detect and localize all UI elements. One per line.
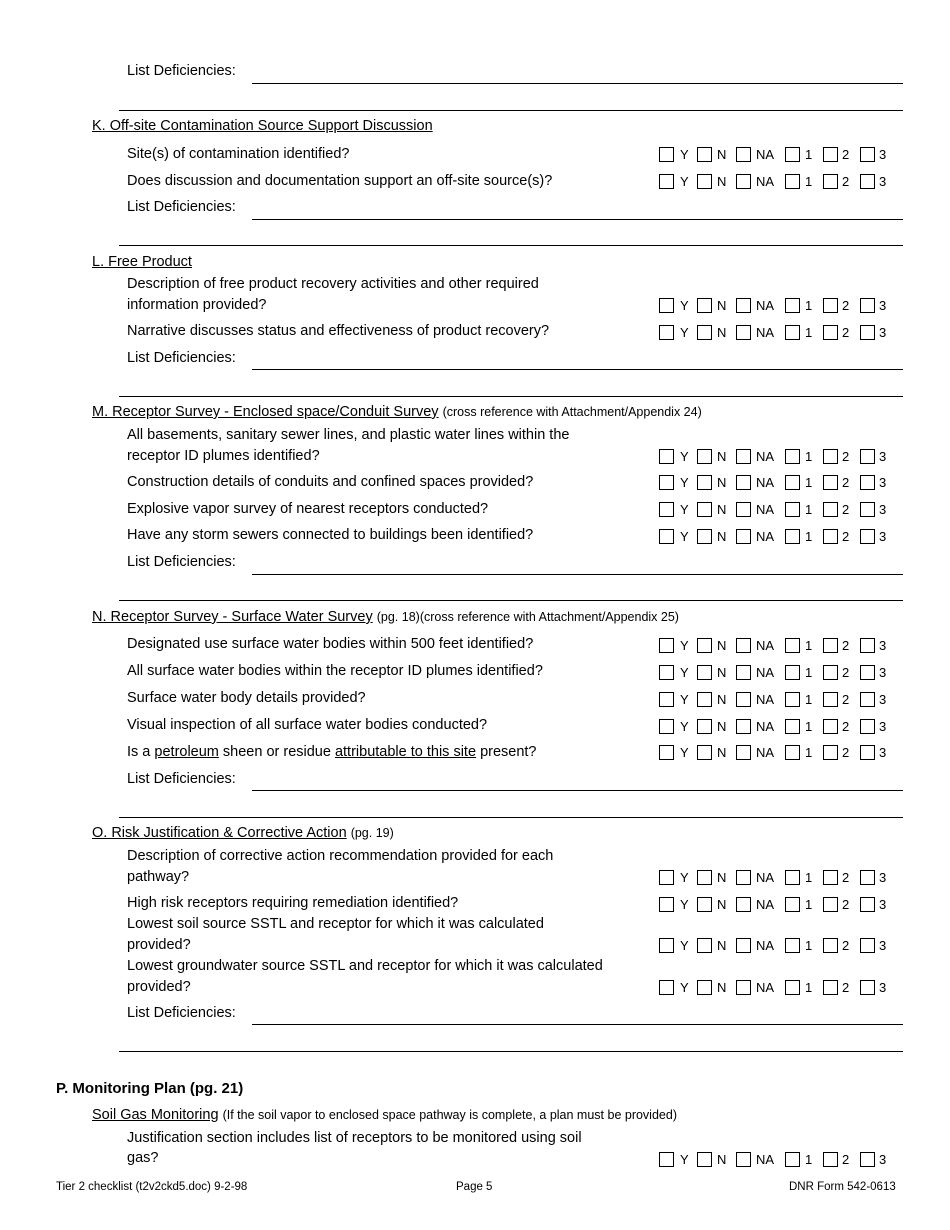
option-label-two: 2 xyxy=(842,938,850,953)
deficiencies-label: List Deficiencies: xyxy=(127,199,236,215)
answer-options-m3 xyxy=(659,502,904,520)
question-o4-line1: Lowest groundwater source SSTL and receptor for which it was calculated xyxy=(127,958,603,974)
checkbox-n[interactable] xyxy=(697,980,712,995)
option-label-one: 1 xyxy=(805,938,813,953)
checkbox-n[interactable] xyxy=(697,529,712,544)
option-label-three: 3 xyxy=(879,980,887,995)
section-divider xyxy=(119,1051,903,1052)
section-divider xyxy=(119,245,903,246)
checkbox-na[interactable] xyxy=(736,938,751,953)
option-label-three: 3 xyxy=(879,449,887,464)
question-l1-line1: Description of free product recovery activities and other required xyxy=(127,276,539,292)
option-label-na: NA xyxy=(756,147,775,162)
checkbox-y[interactable] xyxy=(659,980,674,995)
deficiencies-line[interactable] xyxy=(252,219,903,220)
checkbox-na[interactable] xyxy=(736,529,751,544)
checkbox-three[interactable] xyxy=(860,692,875,707)
checkbox-three[interactable] xyxy=(860,298,875,313)
option-label-one: 1 xyxy=(805,502,813,517)
checkbox-y[interactable] xyxy=(659,638,674,653)
checkbox-two[interactable] xyxy=(823,449,838,464)
answer-options-n2 xyxy=(659,665,904,683)
option-label-y: Y xyxy=(680,325,689,340)
checkbox-three[interactable] xyxy=(860,529,875,544)
question-n4: Visual inspection of all surface water bodies conducted? xyxy=(127,717,488,733)
checkbox-y[interactable] xyxy=(659,529,674,544)
checkbox-n[interactable] xyxy=(697,938,712,953)
checkbox-na[interactable] xyxy=(736,638,751,653)
checkbox-two[interactable] xyxy=(823,665,838,680)
checkbox-one[interactable] xyxy=(785,638,800,653)
option-label-three: 3 xyxy=(879,745,887,760)
section-divider xyxy=(119,110,903,111)
option-label-n: N xyxy=(717,502,727,517)
option-label-n: N xyxy=(717,475,727,490)
checkbox-one[interactable] xyxy=(785,692,800,707)
checkbox-y[interactable] xyxy=(659,719,674,734)
checkbox-two[interactable] xyxy=(823,174,838,189)
question-m3: Explosive vapor survey of nearest receptors conducted? xyxy=(127,501,489,517)
option-label-n: N xyxy=(717,745,727,760)
checkbox-one[interactable] xyxy=(785,502,800,517)
checkbox-y[interactable] xyxy=(659,1152,674,1167)
option-label-na: NA xyxy=(756,502,775,517)
checkbox-two[interactable] xyxy=(823,475,838,490)
checkbox-y[interactable] xyxy=(659,325,674,340)
option-label-na: NA xyxy=(756,692,775,707)
checkbox-three[interactable] xyxy=(860,325,875,340)
checkbox-na[interactable] xyxy=(736,897,751,912)
option-label-one: 1 xyxy=(805,147,813,162)
option-label-na: NA xyxy=(756,475,775,490)
checkbox-y[interactable] xyxy=(659,449,674,464)
checkbox-n[interactable] xyxy=(697,665,712,680)
checkbox-two[interactable] xyxy=(823,938,838,953)
option-label-y: Y xyxy=(680,1152,689,1167)
checkbox-n[interactable] xyxy=(697,719,712,734)
checkbox-three[interactable] xyxy=(860,1152,875,1167)
deficiencies-line[interactable] xyxy=(252,574,903,575)
checkbox-y[interactable] xyxy=(659,174,674,189)
checkbox-one[interactable] xyxy=(785,665,800,680)
option-label-y: Y xyxy=(680,449,689,464)
option-label-one: 1 xyxy=(805,638,813,653)
checkbox-two[interactable] xyxy=(823,502,838,517)
checkbox-na[interactable] xyxy=(736,502,751,517)
option-label-y: Y xyxy=(680,665,689,680)
option-label-three: 3 xyxy=(879,529,887,544)
option-label-na: NA xyxy=(756,1152,775,1167)
section-m-title: M. Receptor Survey - Enclosed space/Conduit Survey (cross reference with Attachment/Appendix 24) xyxy=(92,404,702,420)
option-label-two: 2 xyxy=(842,897,850,912)
option-label-y: Y xyxy=(680,719,689,734)
question-k1: Site(s) of contamination identified? xyxy=(127,146,350,162)
checkbox-two[interactable] xyxy=(823,719,838,734)
option-label-three: 3 xyxy=(879,692,887,707)
checkbox-n[interactable] xyxy=(697,449,712,464)
option-label-three: 3 xyxy=(879,938,887,953)
checkbox-na[interactable] xyxy=(736,475,751,490)
checkbox-three[interactable] xyxy=(860,980,875,995)
checkbox-na[interactable] xyxy=(736,174,751,189)
checkbox-na[interactable] xyxy=(736,325,751,340)
answer-options-k1 xyxy=(659,147,904,165)
option-label-y: Y xyxy=(680,938,689,953)
option-label-two: 2 xyxy=(842,529,850,544)
option-label-three: 3 xyxy=(879,1152,887,1167)
option-label-three: 3 xyxy=(879,638,887,653)
checkbox-three[interactable] xyxy=(860,449,875,464)
option-label-n: N xyxy=(717,897,727,912)
question-p1-line2: gas? xyxy=(127,1150,159,1166)
answer-options-m2 xyxy=(659,475,904,493)
option-label-one: 1 xyxy=(805,325,813,340)
deficiencies-label: List Deficiencies: xyxy=(127,63,236,79)
checkbox-one[interactable] xyxy=(785,298,800,313)
checkbox-two[interactable] xyxy=(823,692,838,707)
question-n2: All surface water bodies within the receptor ID plumes identified? xyxy=(127,663,543,679)
option-label-y: Y xyxy=(680,870,689,885)
answer-options-o4 xyxy=(659,980,904,998)
option-label-one: 1 xyxy=(805,897,813,912)
question-n5: Is a petroleum sheen or residue attributable to this site present? xyxy=(127,744,537,760)
checkbox-na[interactable] xyxy=(736,870,751,885)
question-n3: Surface water body details provided? xyxy=(127,690,366,706)
checkbox-y[interactable] xyxy=(659,298,674,313)
option-label-na: NA xyxy=(756,529,775,544)
question-p1-line1: Justification section includes list of receptors to be monitored using soil xyxy=(127,1130,582,1146)
checkbox-n[interactable] xyxy=(697,502,712,517)
checkbox-two[interactable] xyxy=(823,325,838,340)
checkbox-n[interactable] xyxy=(697,325,712,340)
option-label-na: NA xyxy=(756,638,775,653)
option-label-y: Y xyxy=(680,147,689,162)
checkbox-three[interactable] xyxy=(860,745,875,760)
deficiencies-line[interactable] xyxy=(252,369,903,370)
option-label-two: 2 xyxy=(842,1152,850,1167)
checkbox-na[interactable] xyxy=(736,665,751,680)
question-n1: Designated use surface water bodies within 500 feet identified? xyxy=(127,636,534,652)
option-label-n: N xyxy=(717,1152,727,1167)
section-o-note: (pg. 19) xyxy=(350,826,394,840)
checkbox-na[interactable] xyxy=(736,719,751,734)
checkbox-y[interactable] xyxy=(659,665,674,680)
option-label-one: 1 xyxy=(805,692,813,707)
checkbox-na[interactable] xyxy=(736,449,751,464)
question-o1-line2: pathway? xyxy=(127,869,190,885)
checkbox-y[interactable] xyxy=(659,502,674,517)
checkbox-three[interactable] xyxy=(860,938,875,953)
option-label-na: NA xyxy=(756,870,775,885)
option-label-three: 3 xyxy=(879,147,887,162)
checkbox-one[interactable] xyxy=(785,147,800,162)
option-label-n: N xyxy=(717,529,727,544)
option-label-y: Y xyxy=(680,502,689,517)
checkbox-three[interactable] xyxy=(860,174,875,189)
checkbox-one[interactable] xyxy=(785,475,800,490)
footer-form-number: DNR Form 542-0613 xyxy=(789,1181,896,1193)
option-label-one: 1 xyxy=(805,529,813,544)
checkbox-one[interactable] xyxy=(785,897,800,912)
question-m4: Have any storm sewers connected to buildings been identified? xyxy=(127,527,534,543)
checkbox-one[interactable] xyxy=(785,938,800,953)
checkbox-one[interactable] xyxy=(785,980,800,995)
answer-options-o2 xyxy=(659,897,904,915)
section-p-note: (If the soil vapor to enclosed space pathway is complete, a plan must be provided) xyxy=(222,1108,677,1122)
section-divider xyxy=(119,817,903,818)
answer-options-o1 xyxy=(659,870,904,888)
checkbox-y[interactable] xyxy=(659,692,674,707)
answer-options-m4 xyxy=(659,529,904,547)
option-label-two: 2 xyxy=(842,692,850,707)
answer-options-n5 xyxy=(659,745,904,763)
checkbox-one[interactable] xyxy=(785,1152,800,1167)
option-label-y: Y xyxy=(680,298,689,313)
option-label-y: Y xyxy=(680,897,689,912)
question-o3-line1: Lowest soil source SSTL and receptor for which it was calculated xyxy=(127,916,544,932)
option-label-one: 1 xyxy=(805,665,813,680)
section-p-subtitle: Soil Gas Monitoring (If the soil vapor to enclosed space pathway is complete, a plan must be provided) xyxy=(92,1107,677,1123)
option-label-three: 3 xyxy=(879,298,887,313)
section-n-note: (pg. 18)(cross reference with Attachment/Appendix 25) xyxy=(376,610,679,624)
checkbox-three[interactable] xyxy=(860,147,875,162)
checkbox-two[interactable] xyxy=(823,638,838,653)
checkbox-one[interactable] xyxy=(785,529,800,544)
checkbox-na[interactable] xyxy=(736,980,751,995)
checkbox-one[interactable] xyxy=(785,325,800,340)
option-label-two: 2 xyxy=(842,298,850,313)
option-label-n: N xyxy=(717,719,727,734)
checkbox-three[interactable] xyxy=(860,475,875,490)
option-label-three: 3 xyxy=(879,174,887,189)
checkbox-n[interactable] xyxy=(697,174,712,189)
option-label-two: 2 xyxy=(842,638,850,653)
deficiencies-label: List Deficiencies: xyxy=(127,350,236,366)
option-label-na: NA xyxy=(756,449,775,464)
checkbox-y[interactable] xyxy=(659,897,674,912)
deficiencies-label: List Deficiencies: xyxy=(127,771,236,787)
checkbox-y[interactable] xyxy=(659,938,674,953)
checkbox-two[interactable] xyxy=(823,980,838,995)
deficiencies-label: List Deficiencies: xyxy=(127,1005,236,1021)
option-label-na: NA xyxy=(756,325,775,340)
option-label-two: 2 xyxy=(842,665,850,680)
deficiencies-line[interactable] xyxy=(252,790,903,791)
option-label-three: 3 xyxy=(879,719,887,734)
section-p-title: P. Monitoring Plan (pg. 21) xyxy=(56,1080,244,1097)
checkbox-one[interactable] xyxy=(785,449,800,464)
option-label-na: NA xyxy=(756,980,775,995)
option-label-n: N xyxy=(717,325,727,340)
option-label-two: 2 xyxy=(842,475,850,490)
option-label-na: NA xyxy=(756,174,775,189)
option-label-one: 1 xyxy=(805,719,813,734)
option-label-na: NA xyxy=(756,938,775,953)
question-o2: High risk receptors requiring remediation identified? xyxy=(127,895,459,911)
answer-options-p1 xyxy=(659,1152,904,1170)
option-label-one: 1 xyxy=(805,870,813,885)
option-label-two: 2 xyxy=(842,745,850,760)
checkbox-na[interactable] xyxy=(736,147,751,162)
option-label-y: Y xyxy=(680,529,689,544)
checkbox-two[interactable] xyxy=(823,870,838,885)
checkbox-three[interactable] xyxy=(860,665,875,680)
option-label-n: N xyxy=(717,147,727,162)
answer-options-n1 xyxy=(659,638,904,656)
checkbox-one[interactable] xyxy=(785,719,800,734)
answer-options-l2 xyxy=(659,325,904,343)
option-label-three: 3 xyxy=(879,502,887,517)
checkbox-three[interactable] xyxy=(860,870,875,885)
checkbox-n[interactable] xyxy=(697,692,712,707)
option-label-three: 3 xyxy=(879,475,887,490)
question-l2: Narrative discusses status and effectiveness of product recovery? xyxy=(127,323,550,339)
answer-options-o3 xyxy=(659,938,904,956)
checkbox-n[interactable] xyxy=(697,897,712,912)
question-k2: Does discussion and documentation support an off-site source(s)? xyxy=(127,173,553,189)
checkbox-y[interactable] xyxy=(659,475,674,490)
option-label-n: N xyxy=(717,870,727,885)
section-o-title: O. Risk Justification & Corrective Action (pg. 19) xyxy=(92,825,394,841)
section-divider xyxy=(119,396,903,397)
question-o1-line1: Description of corrective action recommendation provided for each xyxy=(127,848,554,864)
option-label-one: 1 xyxy=(805,1152,813,1167)
section-n-title: N. Receptor Survey - Surface Water Survey (pg. 18)(cross reference with Attachment/Appendix 25) xyxy=(92,609,679,625)
answer-options-k2 xyxy=(659,174,904,192)
section-m-note: (cross reference with Attachment/Appendix 24) xyxy=(442,405,702,419)
option-label-three: 3 xyxy=(879,897,887,912)
section-k-title: K. Off-site Contamination Source Support Discussion xyxy=(92,118,433,134)
checkbox-n[interactable] xyxy=(697,1152,712,1167)
checkbox-one[interactable] xyxy=(785,870,800,885)
option-label-n: N xyxy=(717,980,727,995)
deficiencies-line[interactable] xyxy=(252,83,903,84)
checkbox-n[interactable] xyxy=(697,475,712,490)
checkbox-two[interactable] xyxy=(823,1152,838,1167)
section-divider xyxy=(119,600,903,601)
answer-options-l1 xyxy=(659,298,904,316)
section-l-title: L. Free Product xyxy=(92,254,192,270)
option-label-n: N xyxy=(717,665,727,680)
option-label-two: 2 xyxy=(842,147,850,162)
checkbox-na[interactable] xyxy=(736,745,751,760)
checkbox-n[interactable] xyxy=(697,638,712,653)
option-label-n: N xyxy=(717,449,727,464)
checkbox-three[interactable] xyxy=(860,719,875,734)
option-label-na: NA xyxy=(756,665,775,680)
answer-options-m1 xyxy=(659,449,904,467)
checkbox-two[interactable] xyxy=(823,298,838,313)
question-o4-line2: provided? xyxy=(127,979,191,995)
option-label-y: Y xyxy=(680,980,689,995)
option-label-one: 1 xyxy=(805,475,813,490)
option-label-two: 2 xyxy=(842,502,850,517)
checkbox-n[interactable] xyxy=(697,147,712,162)
checkbox-na[interactable] xyxy=(736,298,751,313)
option-label-two: 2 xyxy=(842,870,850,885)
option-label-y: Y xyxy=(680,638,689,653)
option-label-na: NA xyxy=(756,897,775,912)
option-label-na: NA xyxy=(756,745,775,760)
checkbox-three[interactable] xyxy=(860,638,875,653)
option-label-one: 1 xyxy=(805,449,813,464)
deficiencies-label: List Deficiencies: xyxy=(127,554,236,570)
question-m1-line2: receptor ID plumes identified? xyxy=(127,448,320,464)
checkbox-na[interactable] xyxy=(736,692,751,707)
option-label-three: 3 xyxy=(879,665,887,680)
option-label-n: N xyxy=(717,638,727,653)
option-label-three: 3 xyxy=(879,325,887,340)
checkbox-y[interactable] xyxy=(659,870,674,885)
option-label-two: 2 xyxy=(842,325,850,340)
option-label-y: Y xyxy=(680,745,689,760)
option-label-na: NA xyxy=(756,298,775,313)
option-label-y: Y xyxy=(680,475,689,490)
checkbox-n[interactable] xyxy=(697,745,712,760)
answer-options-n4 xyxy=(659,719,904,737)
question-o3-line2: provided? xyxy=(127,937,191,953)
checkbox-n[interactable] xyxy=(697,870,712,885)
option-label-na: NA xyxy=(756,719,775,734)
checkbox-two[interactable] xyxy=(823,147,838,162)
question-l1-line2: information provided? xyxy=(127,297,267,313)
question-m1-line1: All basements, sanitary sewer lines, and plastic water lines within the xyxy=(127,427,570,443)
answer-options-n3 xyxy=(659,692,904,710)
checkbox-one[interactable] xyxy=(785,745,800,760)
checkbox-two[interactable] xyxy=(823,745,838,760)
footer-document-id: Tier 2 checklist (t2v2ckd5.doc) 9-2-98 xyxy=(56,1181,248,1193)
checkbox-two[interactable] xyxy=(823,529,838,544)
option-label-one: 1 xyxy=(805,745,813,760)
question-m2: Construction details of conduits and confined spaces provided? xyxy=(127,474,534,490)
option-label-n: N xyxy=(717,692,727,707)
option-label-y: Y xyxy=(680,174,689,189)
option-label-one: 1 xyxy=(805,980,813,995)
checkbox-one[interactable] xyxy=(785,174,800,189)
option-label-n: N xyxy=(717,174,727,189)
checkbox-three[interactable] xyxy=(860,897,875,912)
checkbox-n[interactable] xyxy=(697,298,712,313)
option-label-y: Y xyxy=(680,692,689,707)
checkbox-y[interactable] xyxy=(659,147,674,162)
checkbox-three[interactable] xyxy=(860,502,875,517)
option-label-two: 2 xyxy=(842,449,850,464)
option-label-one: 1 xyxy=(805,174,813,189)
option-label-one: 1 xyxy=(805,298,813,313)
checkbox-y[interactable] xyxy=(659,745,674,760)
option-label-three: 3 xyxy=(879,870,887,885)
option-label-n: N xyxy=(717,298,727,313)
deficiencies-line[interactable] xyxy=(252,1024,903,1025)
checkbox-two[interactable] xyxy=(823,897,838,912)
option-label-two: 2 xyxy=(842,174,850,189)
option-label-two: 2 xyxy=(842,980,850,995)
footer-page-number: Page 5 xyxy=(456,1181,493,1193)
option-label-n: N xyxy=(717,938,727,953)
checkbox-na[interactable] xyxy=(736,1152,751,1167)
option-label-two: 2 xyxy=(842,719,850,734)
